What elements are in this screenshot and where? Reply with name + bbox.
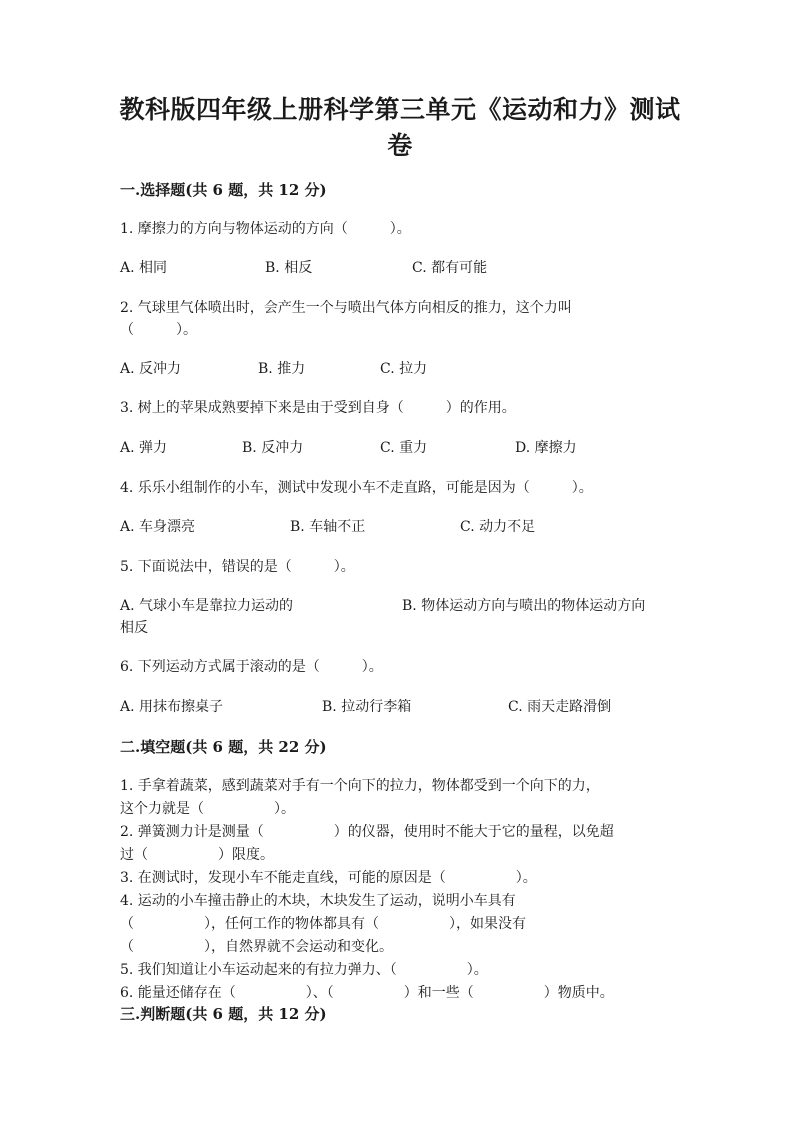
q5-option-b: B. 物体运动方向与喷出的物体运动方向 — [402, 598, 646, 614]
q6-option-b: B. 拉动行李箱 — [322, 699, 412, 715]
fill-line-7: （ ），任何工作的物体都具有（ ），如果没有 — [120, 916, 526, 932]
q1-option-c: C. 都有可能 — [412, 260, 488, 276]
exam-title-line-2: 卷 — [387, 131, 413, 160]
fill-line-9: 5. 我们知道让小车运动起来的有拉力弹力、（ ）。 — [120, 962, 488, 978]
q1-option-b: B. 相反 — [265, 260, 313, 276]
q4-option-b: B. 车轴不正 — [290, 519, 366, 535]
q3-option-d: D. 摩擦力 — [515, 440, 577, 456]
q1-stem: 1. 摩擦力的方向与物体运动的方向（ ）。 — [120, 221, 411, 237]
fill-line-8: （ ），自然界就不会运动和变化。 — [120, 939, 393, 955]
q5-stem: 5. 下面说法中，错误的是（ ）。 — [120, 559, 355, 575]
q4-stem: 4. 乐乐小组制作的小车，测试中发现小车不走直路，可能是因为（ ）。 — [120, 480, 593, 496]
q2-stem-line-2: （ ）。 — [120, 322, 197, 338]
q6-option-c: C. 雨天走路滑倒 — [508, 699, 612, 715]
q4-option-a: A. 车身漂亮 — [120, 519, 196, 535]
q2-option-b: B. 推力 — [258, 361, 306, 377]
q2-option-a: A. 反冲力 — [120, 361, 182, 377]
q5-option-a: A. 气球小车是靠拉力运动的 — [120, 598, 294, 614]
q3-option-b: B. 反冲力 — [242, 440, 304, 456]
q2-stem-line-1: 2. 气球里气体喷出时，会产生一个与喷出气体方向相反的推力，这个力叫 — [120, 300, 572, 316]
section-2-heading: 二.填空题(共 6 题，共 22 分) — [120, 738, 327, 756]
fill-line-3: 2. 弹簧测力计是测量（ ）的仪器，使用时不能大于它的量程，以免超 — [120, 824, 614, 840]
fill-line-5: 3. 在测试时，发现小车不能走直线，可能的原因是（ ）。 — [120, 870, 537, 886]
section-3-heading: 三.判断题(共 6 题，共 12 分) — [120, 1005, 327, 1023]
fill-line-6: 4. 运动的小车撞击静止的木块，木块发生了运动，说明小车具有 — [120, 893, 516, 909]
fill-in-questions — [120, 775, 690, 1005]
q4-option-c: C. 动力不足 — [460, 519, 536, 535]
q3-stem: 3. 树上的苹果成熟要掉下来是由于受到自身（ ）的作用。 — [120, 400, 516, 416]
q6-option-a: A. 用抹布擦桌子 — [120, 699, 224, 715]
section-1-heading: 一.选择题(共 6 题，共 12 分) — [120, 181, 327, 199]
exam-title — [110, 92, 690, 164]
q3-option-a: A. 弹力 — [120, 440, 168, 456]
q3-option-c: C. 重力 — [380, 440, 428, 456]
q1-option-a: A. 相同 — [120, 260, 168, 276]
fill-line-10: 6. 能量还储存在（ ）、（ ）和一些（ ）物质中。 — [120, 985, 614, 1001]
q5-option-b-continued: 相反 — [120, 620, 148, 636]
q2-option-c: C. 拉力 — [380, 361, 428, 377]
exam-title-line-1: 教科版四年级上册科学第三单元《运动和力》测试 — [119, 95, 681, 124]
fill-line-4: 过（ ）限度。 — [120, 847, 274, 863]
fill-line-2: 这个力就是（ ）。 — [120, 801, 295, 817]
fill-line-1: 1. 手拿着蔬菜，感到蔬菜对手有一个向下的拉力，物体都受到一个向下的力， — [120, 778, 600, 794]
q6-stem: 6. 下列运动方式属于滚动的是（ ）。 — [120, 659, 383, 675]
